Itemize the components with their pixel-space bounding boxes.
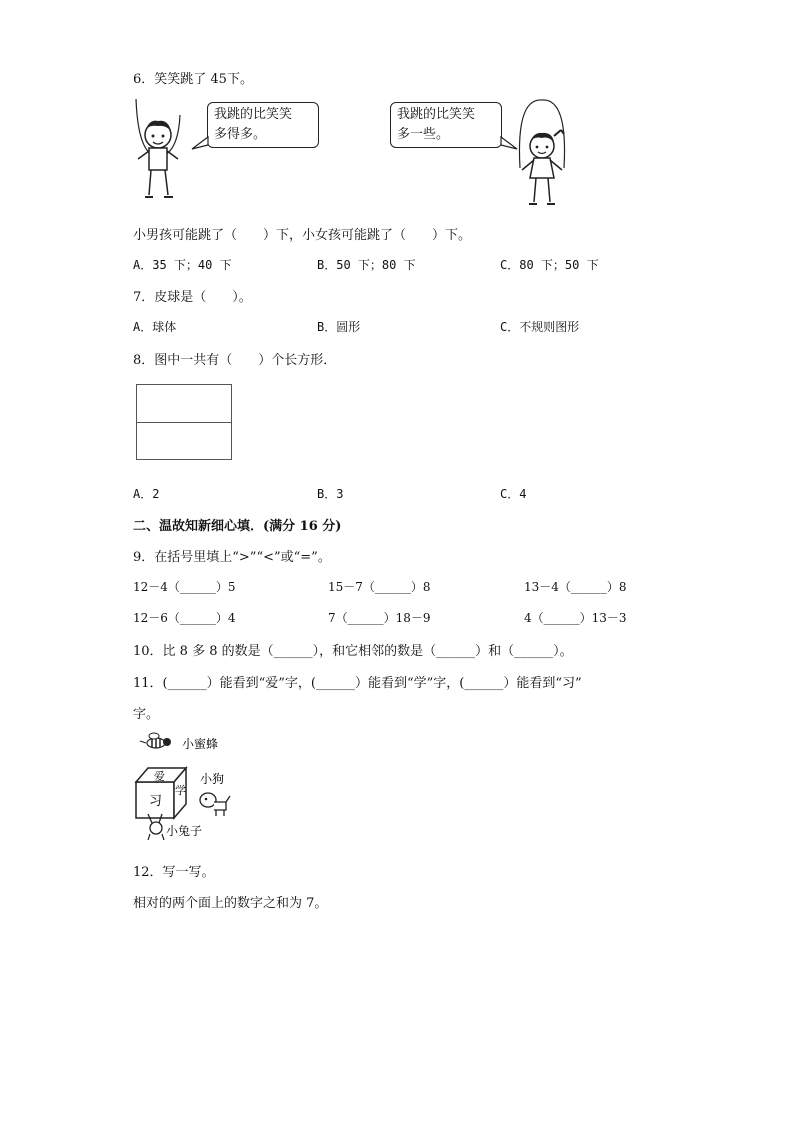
- boy-bubble-tail: [190, 135, 210, 151]
- cube-front-face-text: 习: [149, 794, 163, 809]
- boy-jump-rope-illustration: [128, 95, 198, 207]
- rabbit-icon: [150, 822, 162, 834]
- cube-viewers-illustration: [130, 728, 245, 846]
- q11-stem: 11．(______）能看到“爱”字，(______）能看到“学”字，(______）能看到“习”: [133, 676, 582, 691]
- q9-item-1[interactable]: 12－4（______）5: [133, 580, 236, 594]
- q12-stem: 12．写一写。: [133, 865, 215, 880]
- boy-speech-line-2: 多得多。: [214, 127, 267, 142]
- q7-option-c[interactable]: C．不规则图形: [500, 320, 580, 334]
- q10-stem: 10．比 8 多 8 的数是（______），和它相邻的数是（______）和（______）。: [133, 644, 573, 659]
- q9-item-2[interactable]: 15－7（______）8: [328, 580, 431, 594]
- q9-item-3[interactable]: 13－4（______）8: [524, 580, 627, 594]
- dog-icon: [200, 793, 216, 807]
- dog-label: 小狗: [200, 772, 225, 786]
- boy-speech-line-1: 我跳的比笑笑: [214, 107, 293, 122]
- q7-option-b[interactable]: B．圆形: [317, 320, 361, 334]
- q9-item-5[interactable]: 7（______）18－9: [328, 611, 431, 625]
- q9-item-6[interactable]: 4（______）13－3: [524, 611, 627, 625]
- girl-speech-line-2: 多一些。: [397, 127, 450, 142]
- girl-jump-rope-illustration: [506, 98, 576, 210]
- rectangle-figure: [136, 384, 232, 460]
- cube-top-face-text: 爱: [154, 770, 165, 783]
- girl-speech-bubble: [390, 102, 502, 148]
- rectangle-divider: [137, 422, 231, 423]
- q8-option-a[interactable]: A．2: [133, 487, 160, 501]
- q8-option-c[interactable]: C．4: [500, 487, 527, 501]
- rabbit-label: 小兔子: [166, 824, 203, 838]
- section-2-title: 二、温故知新细心填．(满分 16 分): [133, 519, 342, 534]
- q6-question: 小男孩可能跳了（ ）下，小女孩可能跳了（ ）下。: [133, 228, 472, 243]
- girl-speech-line-1: 我跳的比笑笑: [397, 107, 476, 122]
- q11-stem-cont: 字。: [133, 707, 160, 722]
- q8-stem: 8．图中一共有（ ）个长方形．: [133, 353, 337, 368]
- q8-option-b[interactable]: B．3: [317, 487, 344, 501]
- q9-stem: 9．在括号里填上“>”“<”或“=”。: [133, 550, 331, 565]
- q7-option-a[interactable]: A．球体: [133, 320, 177, 334]
- cube-side-face-text: 学: [175, 784, 186, 797]
- q6-stem: 6．笑笑跳了 45下。: [133, 72, 253, 87]
- q6-option-c[interactable]: C．80 下；50 下: [500, 258, 599, 272]
- q12-note: 相对的两个面上的数字之和为 7。: [133, 896, 328, 911]
- q6-option-a[interactable]: A．35 下；40 下: [133, 258, 232, 272]
- bee-label: 小蜜蜂: [182, 737, 219, 751]
- boy-speech-bubble: [207, 102, 319, 148]
- q6-option-b[interactable]: B．50 下；80 下: [317, 258, 416, 272]
- q9-item-4[interactable]: 12－6（______）4: [133, 611, 236, 625]
- q7-stem: 7．皮球是（ ）。: [133, 290, 252, 305]
